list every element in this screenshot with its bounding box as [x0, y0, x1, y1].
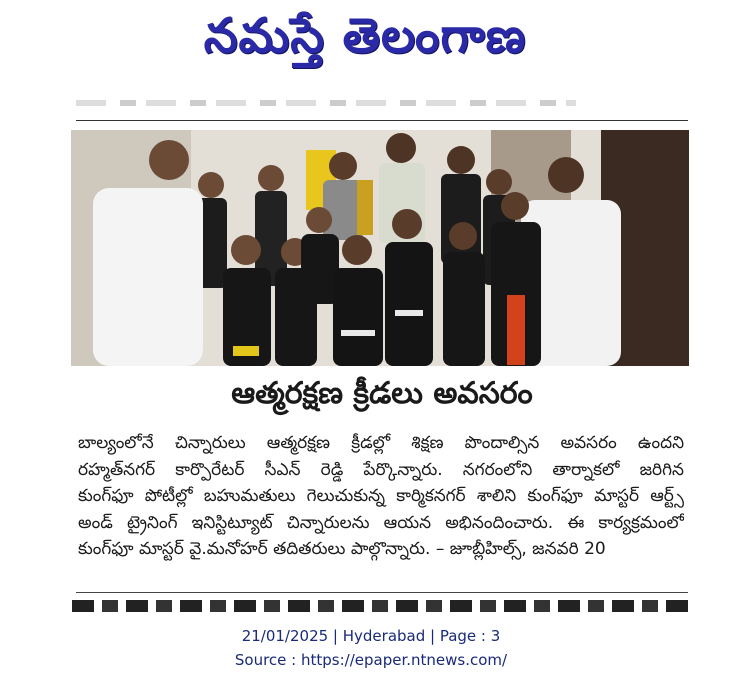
article-line: కుంగ్‌ఫూ పోటీల్లో బహుమతులు గెలుచుకున్న కార్మికనగర్ శాలిని కుంగ్‌ఫూ మాస్టర్ ఆర్ట్స్: [78, 486, 684, 506]
article-line: రహ్మత్‌నగర్ కార్పొరేటర్ సీఎన్ రెడ్డి పేర్కొన్నారు. నగరంలోని తార్నాకలో జరిగిన: [78, 459, 684, 480]
date-location-page: 21/01/2025 | Hyderabad | Page : 3: [241, 627, 501, 645]
cropped-next-headline: [72, 600, 688, 612]
news-photo: [71, 130, 689, 366]
article-line: కుంగ్‌ఫూ మాస్టర్ వై.మనోహర్ తదితరులు పాల్గొన్నారు. – జూబ్లీహిల్స్, జనవరి 20: [78, 539, 606, 559]
bottom-divider: [76, 592, 688, 593]
source-footer: [0, 624, 742, 672]
cropped-text-strip: [76, 100, 576, 106]
article-headline: ఆత్మరక్షణ క్రీడలు అవసరం: [231, 376, 533, 411]
top-divider: [76, 120, 688, 121]
source-link[interactable]: Source : https://epaper.ntnews.com/: [234, 651, 508, 669]
article-line: అండ్ ట్రైనింగ్ ఇనిస్టిట్యూట్ చిన్నారులను ఆయన అభినందించారు. ఈ కార్యక్రమంలో: [78, 512, 684, 533]
article-line: బాల్యంలోనే చిన్నారులు ఆత్మరక్షణ క్రీడల్లో శిక్షణ పొందాల్సిన అవసరం ఉందని: [78, 433, 684, 453]
article-body: [78, 430, 684, 563]
photo-illustration: [71, 130, 689, 366]
masthead-title: నమస్తే తెలంగాణ: [203, 8, 527, 64]
masthead-logo: [150, 6, 580, 78]
